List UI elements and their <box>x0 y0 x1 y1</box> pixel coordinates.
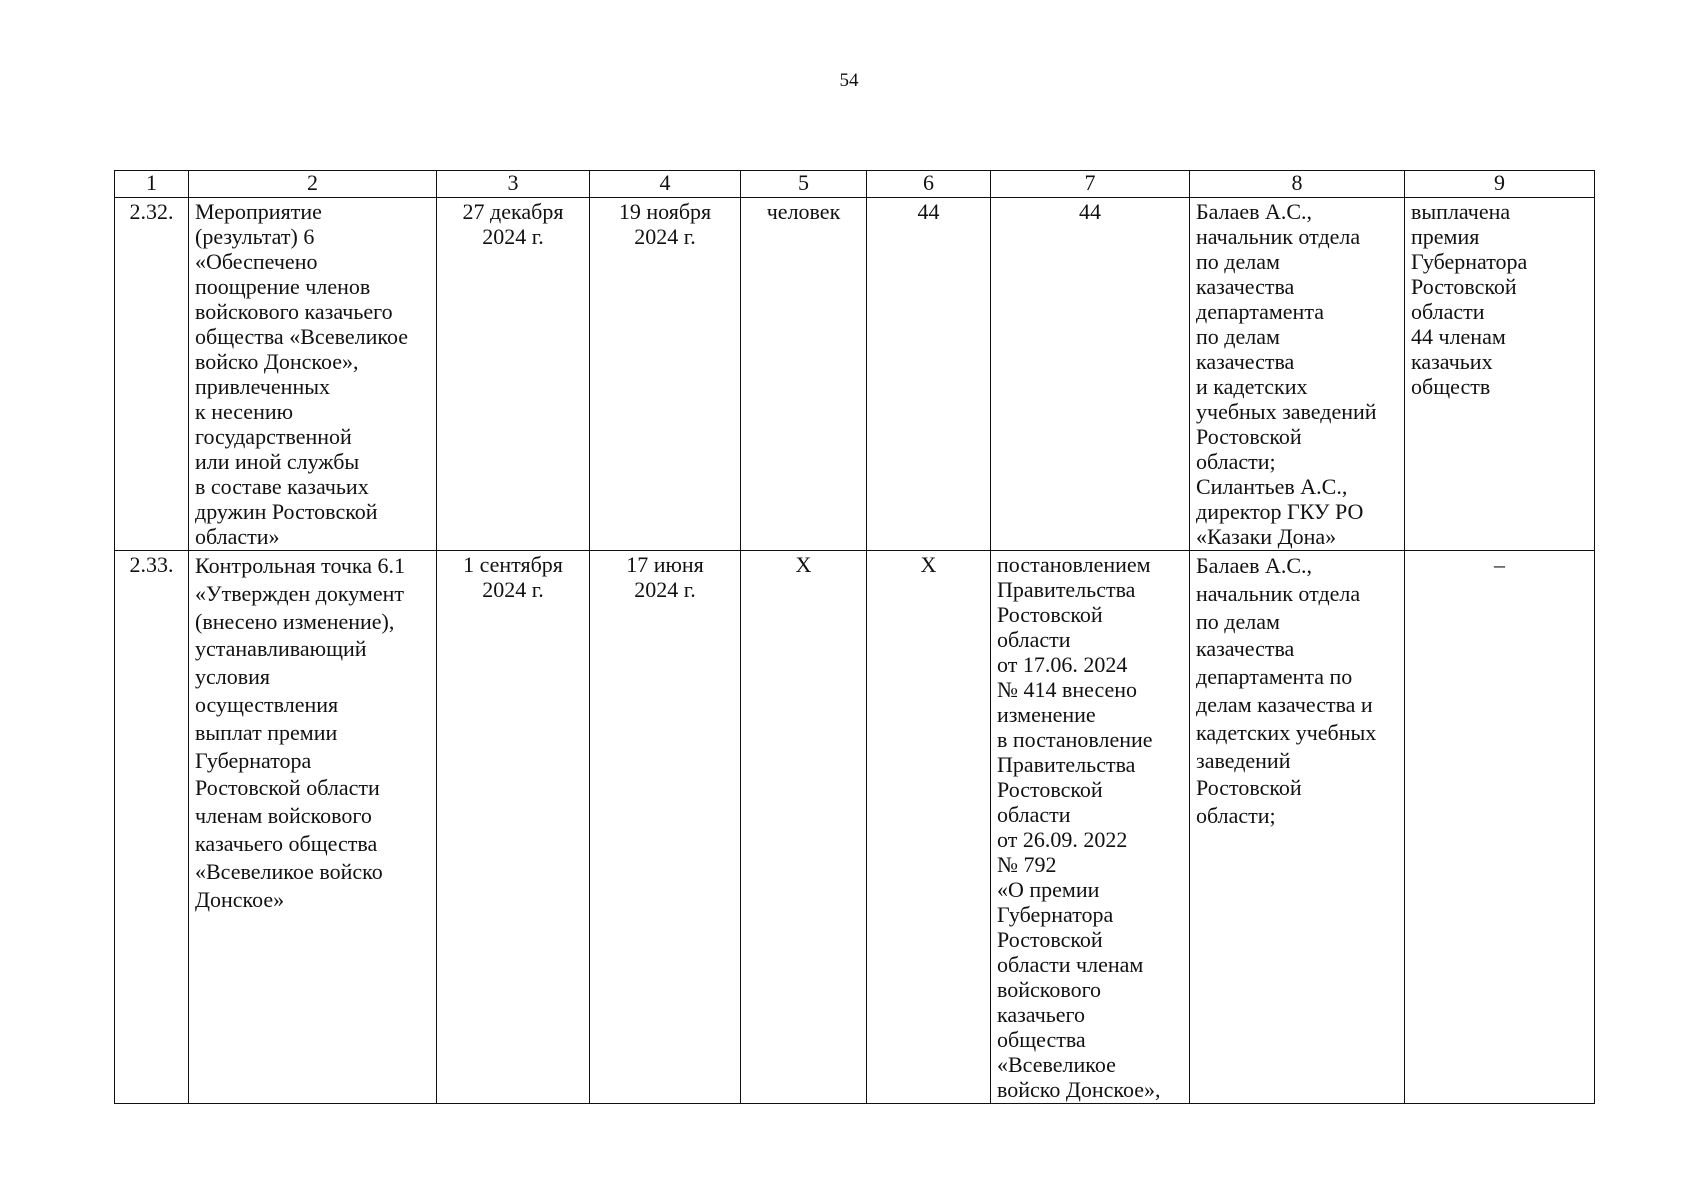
unit-of-measure: Х <box>741 551 867 1104</box>
event-name: Мероприятие (результат) 6 «Обеспечено поощрение членов войскового казачьего общества «Всевеликое войско Донское», привлеченных к несению государственной или иной службы в составе казачьих дружин Ростовской области» <box>189 198 437 551</box>
note: выплачена премия Губернатора Ростовской области 44 членам казачьих обществ <box>1405 198 1595 551</box>
column-number: 1 <box>115 171 189 198</box>
planned-date: 1 сентября 2024 г. <box>437 551 590 1104</box>
planned-value: 44 <box>867 198 991 551</box>
planned-date: 27 декабря 2024 г. <box>437 198 590 551</box>
column-number: 9 <box>1405 171 1595 198</box>
note: – <box>1405 551 1595 1104</box>
actual-date: 19 ноября 2024 г. <box>590 198 741 551</box>
column-number: 7 <box>991 171 1190 198</box>
unit-of-measure: человек <box>741 198 867 551</box>
row-number: 2.32. <box>115 198 189 551</box>
page-number: 54 <box>839 70 859 91</box>
planned-value: Х <box>867 551 991 1104</box>
responsible-person: Балаев А.С., начальник отдела по делам казачества департамента по делам казачества и кадетских учебных заведений Ростовской области; Силантьев А.С., директор ГКУ РО «Казаки Дона» <box>1190 198 1405 551</box>
table-row <box>115 198 1595 551</box>
column-number: 6 <box>867 171 991 198</box>
actual-value: 44 <box>991 198 1190 551</box>
event-name: Контрольная точка 6.1 «Утвержден документ (внесено изменение), устанавливающий условия осуществления выплат премии Губернатора Ростовской области членам войскового казачьего общества «Всевеликое войско Донское» <box>189 551 437 1104</box>
column-number: 3 <box>437 171 590 198</box>
actual-date: 17 июня 2024 г. <box>590 551 741 1104</box>
row-number: 2.33. <box>115 551 189 1104</box>
responsible-person: Балаев А.С., начальник отдела по делам казачества департамента по делам казачества и кадетских учебных заведений Ростовской области; <box>1190 551 1405 1104</box>
results-table <box>114 170 1595 1104</box>
actual-value: постановлением Правительства Ростовской области от 17.06. 2024 № 414 внесено изменение в постановление Правительства Ростовской области от 26.09. 2022 № 792 «О премии Губернатора Ростовской области членам войскового казачьего общества «Всевеликое войско Донское», <box>991 551 1190 1104</box>
column-number: 5 <box>741 171 867 198</box>
column-number: 8 <box>1190 171 1405 198</box>
column-number: 4 <box>590 171 741 198</box>
column-number-row <box>115 171 1595 198</box>
column-number: 2 <box>189 171 437 198</box>
table-row <box>115 551 1595 1104</box>
